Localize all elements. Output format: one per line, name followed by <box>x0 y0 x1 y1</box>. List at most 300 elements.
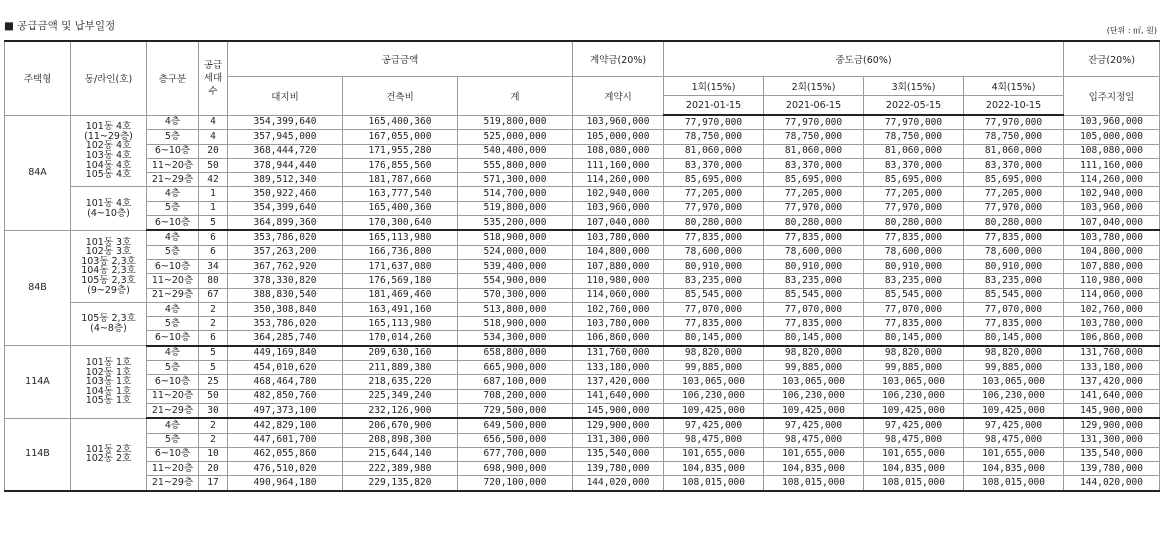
balance-cell: 141,640,000 <box>1064 389 1160 403</box>
middle-2-cell: 77,205,000 <box>764 187 864 201</box>
table-row <box>5 447 1160 461</box>
middle-2-cell: 77,835,000 <box>764 317 864 331</box>
dong-line-cell: 101동 2호 102동 2호 <box>71 418 147 490</box>
balance-cell: 103,960,000 <box>1064 115 1160 130</box>
header-m3: 3회(15%) <box>864 77 964 96</box>
units-cell: 17 <box>199 476 228 491</box>
units-cell: 20 <box>199 462 228 476</box>
table-row <box>5 476 1160 491</box>
middle-4-cell: 77,070,000 <box>964 302 1064 316</box>
floor-cell: 5층 <box>147 317 199 331</box>
middle-2-cell: 77,970,000 <box>764 115 864 130</box>
middle-3-cell: 99,885,000 <box>864 361 964 375</box>
units-cell: 34 <box>199 259 228 273</box>
unit-type-cell: 84B <box>5 230 71 345</box>
contract-cell: 108,080,000 <box>573 144 664 158</box>
units-cell: 30 <box>199 403 228 418</box>
contract-cell: 114,060,000 <box>573 288 664 302</box>
header-date-2: 2021-06-15 <box>764 96 864 116</box>
balance-cell: 133,180,000 <box>1064 361 1160 375</box>
contract-cell: 103,780,000 <box>573 317 664 331</box>
header-date-4: 2022-10-15 <box>964 96 1064 116</box>
contract-cell: 144,020,000 <box>573 476 664 491</box>
header-date-3: 2022-05-15 <box>864 96 964 116</box>
units-cell: 6 <box>199 230 228 245</box>
balance-cell: 103,960,000 <box>1064 201 1160 215</box>
middle-2-cell: 97,425,000 <box>764 418 864 433</box>
total-cell: 554,900,000 <box>458 274 573 288</box>
floor-cell: 4층 <box>147 115 199 130</box>
middle-4-cell: 77,835,000 <box>964 230 1064 245</box>
units-cell: 10 <box>199 447 228 461</box>
floor-cell: 11~20층 <box>147 462 199 476</box>
middle-3-cell: 108,015,000 <box>864 476 964 491</box>
land-cost-cell: 449,169,840 <box>228 346 343 361</box>
balance-cell: 107,040,000 <box>1064 216 1160 231</box>
middle-3-cell: 98,820,000 <box>864 346 964 361</box>
balance-cell: 131,300,000 <box>1064 433 1160 447</box>
middle-3-cell: 106,230,000 <box>864 389 964 403</box>
middle-4-cell: 80,910,000 <box>964 259 1064 273</box>
units-cell: 42 <box>199 173 228 187</box>
land-cost-cell: 350,922,460 <box>228 187 343 201</box>
middle-4-cell: 77,970,000 <box>964 201 1064 215</box>
contract-cell: 102,940,000 <box>573 187 664 201</box>
floor-cell: 6~10층 <box>147 447 199 461</box>
header-contract-when: 계약시 <box>573 77 664 116</box>
header-total: 계 <box>458 77 573 116</box>
balance-cell: 114,260,000 <box>1064 173 1160 187</box>
floor-cell: 4층 <box>147 302 199 316</box>
total-cell: 539,400,000 <box>458 259 573 273</box>
balance-cell: 103,780,000 <box>1064 317 1160 331</box>
price-schedule-table <box>4 40 1160 492</box>
land-cost-cell: 462,055,860 <box>228 447 343 461</box>
building-cost-cell: 211,889,380 <box>343 361 458 375</box>
middle-1-cell: 98,820,000 <box>664 346 764 361</box>
land-cost-cell: 353,786,020 <box>228 230 343 245</box>
middle-1-cell: 77,835,000 <box>664 317 764 331</box>
middle-3-cell: 77,205,000 <box>864 187 964 201</box>
land-cost-cell: 389,512,340 <box>228 173 343 187</box>
middle-2-cell: 104,835,000 <box>764 462 864 476</box>
middle-3-cell: 98,475,000 <box>864 433 964 447</box>
middle-2-cell: 108,015,000 <box>764 476 864 491</box>
middle-1-cell: 80,145,000 <box>664 331 764 346</box>
middle-2-cell: 81,060,000 <box>764 144 864 158</box>
land-cost-cell: 364,899,360 <box>228 216 343 231</box>
middle-4-cell: 85,545,000 <box>964 288 1064 302</box>
units-cell: 20 <box>199 144 228 158</box>
land-cost-cell: 468,464,780 <box>228 375 343 389</box>
table-row <box>5 403 1160 418</box>
building-cost-cell: 176,569,180 <box>343 274 458 288</box>
middle-2-cell: 83,235,000 <box>764 274 864 288</box>
table-row <box>5 230 1160 245</box>
balance-cell: 145,900,000 <box>1064 403 1160 418</box>
units-cell: 4 <box>199 130 228 144</box>
contract-cell: 103,780,000 <box>573 230 664 245</box>
header-building: 건축비 <box>343 77 458 116</box>
contract-cell: 102,760,000 <box>573 302 664 316</box>
middle-2-cell: 98,475,000 <box>764 433 864 447</box>
middle-1-cell: 77,205,000 <box>664 187 764 201</box>
floor-cell: 5층 <box>147 361 199 375</box>
building-cost-cell: 209,630,160 <box>343 346 458 361</box>
middle-3-cell: 85,695,000 <box>864 173 964 187</box>
building-cost-cell: 165,113,980 <box>343 317 458 331</box>
building-cost-cell: 218,635,220 <box>343 375 458 389</box>
building-cost-cell: 232,126,900 <box>343 403 458 418</box>
middle-4-cell: 106,230,000 <box>964 389 1064 403</box>
dong-line-cell: 105동 2,3호 (4~8층) <box>71 302 147 345</box>
dong-line-cell: 101동 1호 102동 1호 103동 1호 104동 1호 105동 1호 <box>71 346 147 418</box>
middle-4-cell: 77,970,000 <box>964 115 1064 130</box>
middle-4-cell: 108,015,000 <box>964 476 1064 491</box>
middle-2-cell: 80,910,000 <box>764 259 864 273</box>
middle-4-cell: 98,820,000 <box>964 346 1064 361</box>
middle-1-cell: 83,235,000 <box>664 274 764 288</box>
middle-3-cell: 80,145,000 <box>864 331 964 346</box>
middle-4-cell: 78,750,000 <box>964 130 1064 144</box>
middle-2-cell: 85,545,000 <box>764 288 864 302</box>
land-cost-cell: 378,330,820 <box>228 274 343 288</box>
table-row <box>5 274 1160 288</box>
middle-4-cell: 103,065,000 <box>964 375 1064 389</box>
contract-cell: 137,420,000 <box>573 375 664 389</box>
middle-2-cell: 77,970,000 <box>764 201 864 215</box>
land-cost-cell: 454,010,620 <box>228 361 343 375</box>
building-cost-cell: 167,055,000 <box>343 130 458 144</box>
total-cell: 649,500,000 <box>458 418 573 433</box>
total-cell: 535,200,000 <box>458 216 573 231</box>
table-row <box>5 201 1160 215</box>
middle-2-cell: 103,065,000 <box>764 375 864 389</box>
middle-1-cell: 77,970,000 <box>664 201 764 215</box>
contract-cell: 131,300,000 <box>573 433 664 447</box>
contract-cell: 129,900,000 <box>573 418 664 433</box>
floor-cell: 4층 <box>147 230 199 245</box>
middle-4-cell: 77,205,000 <box>964 187 1064 201</box>
floor-cell: 5층 <box>147 201 199 215</box>
middle-2-cell: 98,820,000 <box>764 346 864 361</box>
middle-3-cell: 103,065,000 <box>864 375 964 389</box>
contract-cell: 107,880,000 <box>573 259 664 273</box>
balance-cell: 103,780,000 <box>1064 230 1160 245</box>
unit-type-cell: 114B <box>5 418 71 490</box>
building-cost-cell: 181,787,660 <box>343 173 458 187</box>
total-cell: 540,400,000 <box>458 144 573 158</box>
balance-cell: 104,800,000 <box>1064 245 1160 259</box>
units-cell: 6 <box>199 245 228 259</box>
unit-type-cell: 84A <box>5 115 71 230</box>
building-cost-cell: 171,637,080 <box>343 259 458 273</box>
land-cost-cell: 364,285,740 <box>228 331 343 346</box>
header-land: 대지비 <box>228 77 343 116</box>
units-cell: 1 <box>199 201 228 215</box>
building-cost-cell: 163,777,540 <box>343 187 458 201</box>
table-row <box>5 173 1160 187</box>
total-cell: 665,900,000 <box>458 361 573 375</box>
floor-cell: 11~20층 <box>147 389 199 403</box>
balance-cell: 114,060,000 <box>1064 288 1160 302</box>
middle-4-cell: 77,835,000 <box>964 317 1064 331</box>
balance-cell: 139,780,000 <box>1064 462 1160 476</box>
contract-cell: 141,640,000 <box>573 389 664 403</box>
land-cost-cell: 350,308,840 <box>228 302 343 316</box>
contract-cell: 145,900,000 <box>573 403 664 418</box>
land-cost-cell: 482,850,760 <box>228 389 343 403</box>
middle-3-cell: 77,970,000 <box>864 115 964 130</box>
middle-1-cell: 78,600,000 <box>664 245 764 259</box>
balance-cell: 102,940,000 <box>1064 187 1160 201</box>
floor-cell: 5층 <box>147 130 199 144</box>
units-cell: 5 <box>199 361 228 375</box>
building-cost-cell: 215,644,140 <box>343 447 458 461</box>
middle-3-cell: 85,545,000 <box>864 288 964 302</box>
middle-1-cell: 78,750,000 <box>664 130 764 144</box>
units-cell: 5 <box>199 216 228 231</box>
middle-1-cell: 101,655,000 <box>664 447 764 461</box>
middle-3-cell: 77,835,000 <box>864 230 964 245</box>
middle-2-cell: 80,280,000 <box>764 216 864 231</box>
header-type: 주택형 <box>5 41 71 115</box>
floor-cell: 6~10층 <box>147 375 199 389</box>
header-balance: 잔금(20%) <box>1064 41 1160 77</box>
contract-cell: 133,180,000 <box>573 361 664 375</box>
units-cell: 80 <box>199 274 228 288</box>
middle-1-cell: 106,230,000 <box>664 389 764 403</box>
balance-cell: 111,160,000 <box>1064 158 1160 172</box>
total-cell: 519,800,000 <box>458 201 573 215</box>
units-cell: 6 <box>199 331 228 346</box>
land-cost-cell: 442,829,100 <box>228 418 343 433</box>
middle-1-cell: 109,425,000 <box>664 403 764 418</box>
floor-cell: 5층 <box>147 245 199 259</box>
floor-cell: 21~29층 <box>147 173 199 187</box>
units-cell: 2 <box>199 302 228 316</box>
middle-3-cell: 80,280,000 <box>864 216 964 231</box>
middle-2-cell: 85,695,000 <box>764 173 864 187</box>
floor-cell: 4층 <box>147 187 199 201</box>
building-cost-cell: 176,855,560 <box>343 158 458 172</box>
table-row <box>5 216 1160 231</box>
total-cell: 524,000,000 <box>458 245 573 259</box>
land-cost-cell: 388,830,540 <box>228 288 343 302</box>
units-cell: 2 <box>199 418 228 433</box>
contract-cell: 139,780,000 <box>573 462 664 476</box>
table-row <box>5 317 1160 331</box>
middle-3-cell: 83,235,000 <box>864 274 964 288</box>
building-cost-cell: 170,300,640 <box>343 216 458 231</box>
building-cost-cell: 166,736,800 <box>343 245 458 259</box>
units-cell: 2 <box>199 433 228 447</box>
middle-2-cell: 77,835,000 <box>764 230 864 245</box>
middle-1-cell: 108,015,000 <box>664 476 764 491</box>
contract-cell: 103,960,000 <box>573 201 664 215</box>
middle-1-cell: 85,695,000 <box>664 173 764 187</box>
floor-cell: 6~10층 <box>147 259 199 273</box>
land-cost-cell: 368,444,720 <box>228 144 343 158</box>
middle-2-cell: 78,600,000 <box>764 245 864 259</box>
table-row <box>5 433 1160 447</box>
land-cost-cell: 354,399,640 <box>228 115 343 130</box>
header-m2: 2회(15%) <box>764 77 864 96</box>
total-cell: 518,900,000 <box>458 230 573 245</box>
table-row <box>5 361 1160 375</box>
contract-cell: 131,760,000 <box>573 346 664 361</box>
building-cost-cell: 229,135,820 <box>343 476 458 491</box>
middle-3-cell: 104,835,000 <box>864 462 964 476</box>
middle-2-cell: 78,750,000 <box>764 130 864 144</box>
table-row <box>5 462 1160 476</box>
middle-2-cell: 99,885,000 <box>764 361 864 375</box>
floor-cell: 4층 <box>147 418 199 433</box>
table-row <box>5 144 1160 158</box>
section-title: ■ 공급금액 및 납부일정 <box>4 20 116 32</box>
dong-line-cell: 101동 3호 102동 3호 103동 2,3호 104동 2,3호 105동 2,3호 (9~29층) <box>71 230 147 302</box>
floor-cell: 6~10층 <box>147 331 199 346</box>
contract-cell: 107,040,000 <box>573 216 664 231</box>
table-row <box>5 187 1160 201</box>
middle-3-cell: 80,910,000 <box>864 259 964 273</box>
table-row <box>5 288 1160 302</box>
middle-1-cell: 103,065,000 <box>664 375 764 389</box>
balance-cell: 108,080,000 <box>1064 144 1160 158</box>
table-row <box>5 259 1160 273</box>
middle-4-cell: 83,235,000 <box>964 274 1064 288</box>
balance-cell: 144,020,000 <box>1064 476 1160 491</box>
total-cell: 729,500,000 <box>458 403 573 418</box>
middle-4-cell: 109,425,000 <box>964 403 1064 418</box>
total-cell: 534,300,000 <box>458 331 573 346</box>
middle-3-cell: 97,425,000 <box>864 418 964 433</box>
table-row <box>5 302 1160 316</box>
balance-cell: 110,980,000 <box>1064 274 1160 288</box>
floor-cell: 21~29층 <box>147 288 199 302</box>
table-row <box>5 375 1160 389</box>
header-contract: 계약금(20%) <box>573 41 664 77</box>
land-cost-cell: 367,762,920 <box>228 259 343 273</box>
floor-cell: 11~20층 <box>147 158 199 172</box>
middle-2-cell: 106,230,000 <box>764 389 864 403</box>
land-cost-cell: 497,373,100 <box>228 403 343 418</box>
middle-3-cell: 77,835,000 <box>864 317 964 331</box>
total-cell: 687,100,000 <box>458 375 573 389</box>
table-row <box>5 418 1160 433</box>
contract-cell: 111,160,000 <box>573 158 664 172</box>
table-row <box>5 245 1160 259</box>
middle-3-cell: 78,600,000 <box>864 245 964 259</box>
middle-2-cell: 101,655,000 <box>764 447 864 461</box>
balance-cell: 106,860,000 <box>1064 331 1160 346</box>
floor-cell: 21~29층 <box>147 403 199 418</box>
units-cell: 5 <box>199 346 228 361</box>
dong-line-cell: 101동 4호 (4~10층) <box>71 187 147 230</box>
building-cost-cell: 222,389,980 <box>343 462 458 476</box>
middle-2-cell: 83,370,000 <box>764 158 864 172</box>
land-cost-cell: 447,601,700 <box>228 433 343 447</box>
middle-1-cell: 98,475,000 <box>664 433 764 447</box>
middle-3-cell: 77,970,000 <box>864 201 964 215</box>
dong-line-cell: 101동 4호 (11~29층) 102동 4호 103동 4호 104동 4호 105동 4호 <box>71 115 147 187</box>
floor-cell: 21~29층 <box>147 476 199 491</box>
contract-cell: 103,960,000 <box>573 115 664 130</box>
contract-cell: 106,860,000 <box>573 331 664 346</box>
middle-4-cell: 101,655,000 <box>964 447 1064 461</box>
total-cell: 720,100,000 <box>458 476 573 491</box>
header-m1: 1회(15%) <box>664 77 764 96</box>
middle-1-cell: 81,060,000 <box>664 144 764 158</box>
floor-cell: 6~10층 <box>147 216 199 231</box>
building-cost-cell: 208,898,300 <box>343 433 458 447</box>
units-cell: 50 <box>199 158 228 172</box>
balance-cell: 105,000,000 <box>1064 130 1160 144</box>
floor-cell: 5층 <box>147 433 199 447</box>
middle-3-cell: 77,070,000 <box>864 302 964 316</box>
units-cell: 67 <box>199 288 228 302</box>
total-cell: 698,900,000 <box>458 462 573 476</box>
total-cell: 555,800,000 <box>458 158 573 172</box>
header-dong-line: 동/라인(호) <box>71 41 147 115</box>
middle-1-cell: 77,835,000 <box>664 230 764 245</box>
middle-2-cell: 109,425,000 <box>764 403 864 418</box>
units-cell: 2 <box>199 317 228 331</box>
units-cell: 50 <box>199 389 228 403</box>
total-cell: 514,700,000 <box>458 187 573 201</box>
balance-cell: 135,540,000 <box>1064 447 1160 461</box>
middle-1-cell: 97,425,000 <box>664 418 764 433</box>
middle-3-cell: 78,750,000 <box>864 130 964 144</box>
middle-1-cell: 104,835,000 <box>664 462 764 476</box>
table-row <box>5 158 1160 172</box>
land-cost-cell: 378,944,440 <box>228 158 343 172</box>
building-cost-cell: 165,400,360 <box>343 115 458 130</box>
middle-1-cell: 83,370,000 <box>664 158 764 172</box>
building-cost-cell: 163,491,160 <box>343 302 458 316</box>
middle-2-cell: 77,070,000 <box>764 302 864 316</box>
land-cost-cell: 354,399,640 <box>228 201 343 215</box>
contract-cell: 110,980,000 <box>573 274 664 288</box>
units-cell: 25 <box>199 375 228 389</box>
table-row <box>5 331 1160 346</box>
balance-cell: 129,900,000 <box>1064 418 1160 433</box>
middle-4-cell: 83,370,000 <box>964 158 1064 172</box>
building-cost-cell: 206,670,900 <box>343 418 458 433</box>
unit-note: (단위 : ㎡, 원) <box>1106 26 1157 35</box>
middle-4-cell: 97,425,000 <box>964 418 1064 433</box>
middle-2-cell: 80,145,000 <box>764 331 864 346</box>
units-cell: 4 <box>199 115 228 130</box>
middle-4-cell: 81,060,000 <box>964 144 1064 158</box>
unit-type-cell: 114A <box>5 346 71 418</box>
table-row <box>5 115 1160 130</box>
header-balance-when: 입주지정일 <box>1064 77 1160 116</box>
middle-4-cell: 99,885,000 <box>964 361 1064 375</box>
middle-1-cell: 80,910,000 <box>664 259 764 273</box>
contract-cell: 105,000,000 <box>573 130 664 144</box>
balance-cell: 131,760,000 <box>1064 346 1160 361</box>
building-cost-cell: 165,113,980 <box>343 230 458 245</box>
middle-1-cell: 80,280,000 <box>664 216 764 231</box>
balance-cell: 102,760,000 <box>1064 302 1160 316</box>
building-cost-cell: 181,469,460 <box>343 288 458 302</box>
total-cell: 656,500,000 <box>458 433 573 447</box>
land-cost-cell: 357,945,000 <box>228 130 343 144</box>
total-cell: 677,700,000 <box>458 447 573 461</box>
middle-4-cell: 78,600,000 <box>964 245 1064 259</box>
middle-3-cell: 81,060,000 <box>864 144 964 158</box>
